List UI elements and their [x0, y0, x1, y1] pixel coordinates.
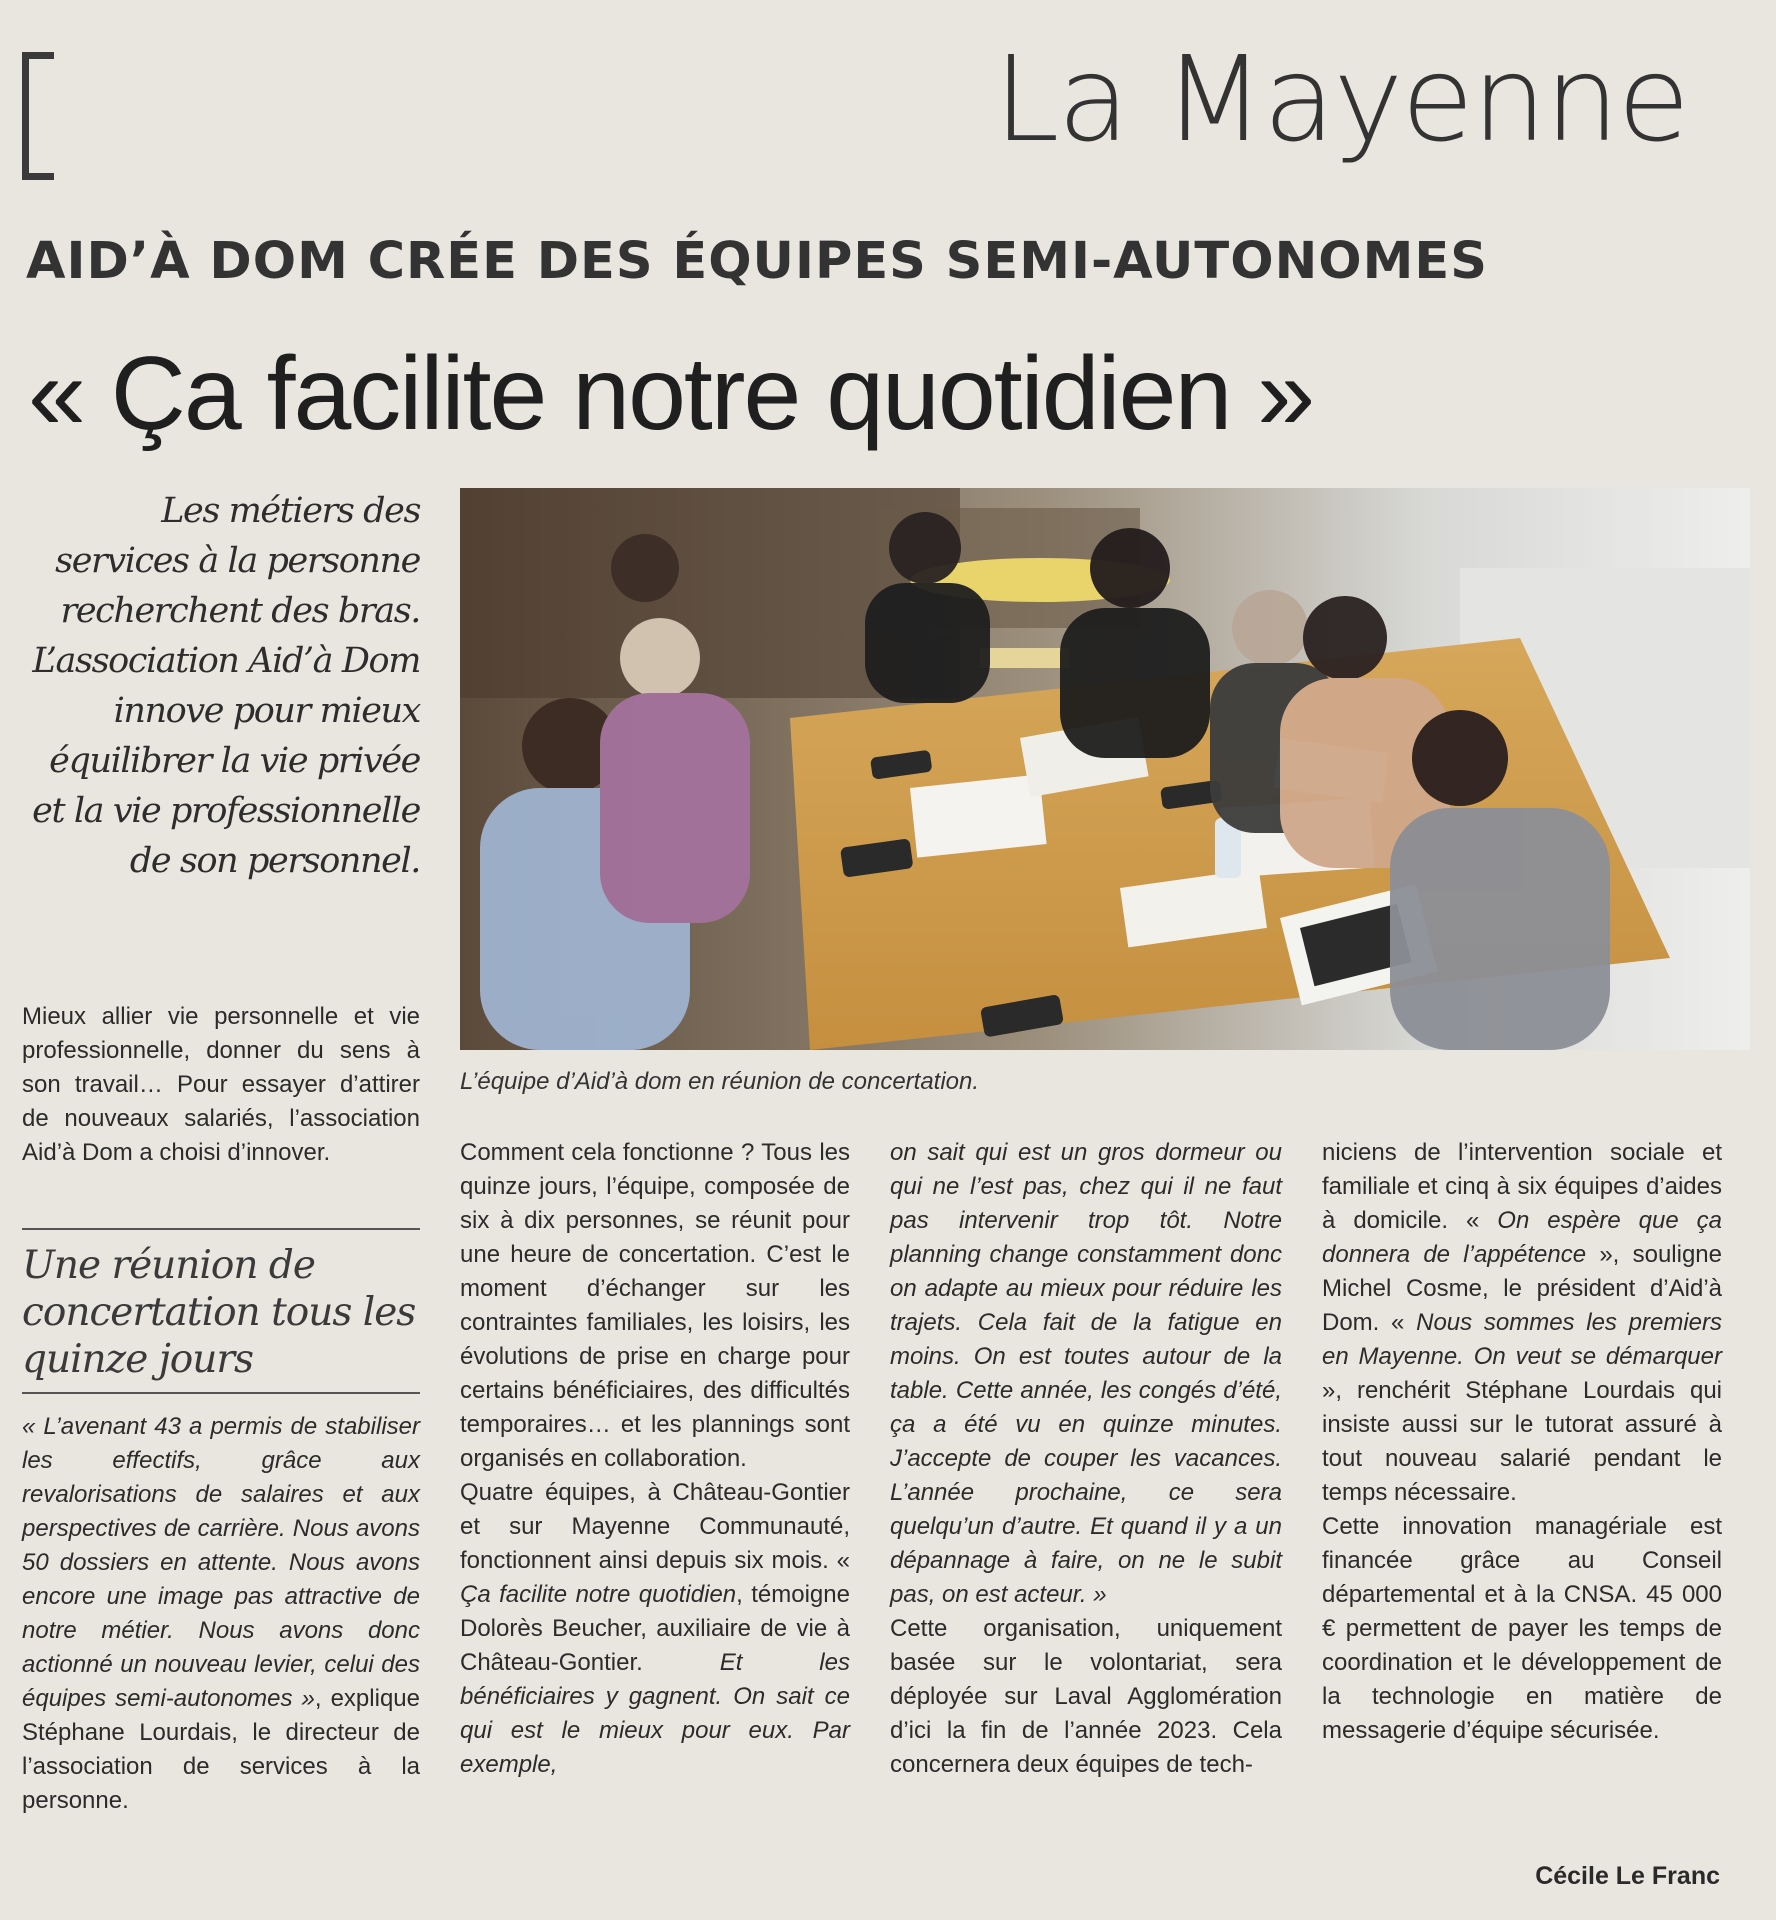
article-chapo: Les métiers des services à la personne recherchent des bras. L’association Aid’à Dom innove pour mieux équilibrer la vie privée et la vie professionnelle de son personnel.	[32, 491, 420, 881]
subhead-rule-top	[22, 1228, 420, 1230]
column-2-paragraph-1: Comment cela fonctionne ? Tous les quinze jours, l’équipe, composée de six à dix personnes, se réunit pour une heure de concertation. C’est le moment d’échanger sur les contraintes familiales, les loisirs, les évolutions de prise en charge pour certains bénéficiaires, des difficultés temporaires… et les plannings sont organisés en collaboration.	[460, 1139, 850, 1472]
meeting-photo-illustration	[460, 488, 1750, 1050]
article-byline: Cécile Le Franc	[1535, 1862, 1720, 1890]
column-1-paragraph	[22, 1410, 420, 1818]
article-kicker: AID’À DOM CRÉE DES ÉQUIPES SEMI-AUTONOMES	[26, 232, 1488, 291]
column-4-text-b: », souligne Michel Cosme, le président d’Aid’à Dom. «	[1322, 1241, 1722, 1336]
text-column-4	[1322, 1136, 1722, 1748]
column-3-quote: on sait qui est un gros dormeur ou qui ne l’est pas, chez qui il ne faut pas intervenir trop tôt. Notre planning change constamment donc on adapte au mieux pour réduire les trajets. Cela fait de la fatigue en moins. On est toutes autour de la table. Cette année, les congés d’été, ça a été vu en quinze minutes. J’accepte de couper les vacances. L’année prochaine, ce sera quelqu’un d’autre. Et quand il y a un dépannage à faire, on ne le subit pas, on est acteur. »	[890, 1139, 1282, 1608]
text-column-1	[22, 1410, 420, 1818]
article-lede	[22, 1000, 420, 1170]
column-4-text-c: », renchérit Stéphane Lourdais qui insiste aussi sur le tutorat assuré à tout nouveau salarié pendant le temps nécessaire.	[1322, 1377, 1722, 1506]
text-column-2	[460, 1136, 850, 1782]
column-2-quote-b: Et les bénéficiaires y gagnent. On sait ce qui est le mieux pour eux. Par exemple,	[460, 1649, 850, 1778]
column-4-quote-b: Nous sommes les premiers en Mayenne. On veut se démarquer	[1322, 1309, 1722, 1370]
text-column-3	[890, 1136, 1282, 1782]
column-4-quote-a: On espère que ça donnera de l’appétence	[1322, 1207, 1722, 1268]
lede-text: Mieux allier vie personnelle et vie professionnelle, donner du sens à son travail… Pour essayer d’attirer de nouveaux salariés, l’association Aid’à Dom a choisi d’innover.	[22, 1003, 420, 1166]
column-2-paragraph-2	[460, 1476, 850, 1782]
column-4-paragraph-1	[1322, 1136, 1722, 1510]
column-3-paragraph-2: Cette organisation, uniquement basée sur le volontariat, sera déployée sur Laval Agglomération d’ici la fin de l’année 2023. Cela concernera deux équipes de tech-	[890, 1615, 1282, 1778]
article-headline: « Ça facilite notre quotidien »	[28, 336, 1314, 452]
column-2-text-a: Quatre équipes, à Château-Gontier et sur Mayenne Communauté, fonctionnent ainsi depuis six mois. «	[460, 1479, 850, 1574]
column-2-text-b: , témoigne Dolorès Beucher, auxiliaire de vie à Château-Gontier.	[460, 1581, 850, 1676]
section-title: La Mayenne	[993, 30, 1688, 168]
column-4-paragraph-2: Cette innovation managériale est financée grâce au Conseil départemental et à la CNSA. 45 000 € permettent de payer les temps de coordination et le développement de la technologie en matière de messagerie d’équipe sécurisée.	[1322, 1513, 1722, 1744]
article-subhead: Une réunion de concertation tous les quinze jours	[22, 1243, 416, 1382]
subhead-rule-bottom	[22, 1392, 420, 1394]
photo-caption: L’équipe d’Aid’à dom en réunion de concertation.	[460, 1068, 980, 1095]
director-attribution: , explique Stéphane Lourdais, le directeur de l’association de services à la personne.	[22, 1685, 420, 1814]
column-4-text-a: niciens de l’intervention sociale et familiale et cinq à six équipes d’aides à domicile. «	[1322, 1139, 1722, 1234]
section-bracket	[22, 52, 54, 180]
column-2-quote-a: Ça facilite notre quotidien	[460, 1581, 737, 1608]
article-photo	[460, 488, 1750, 1050]
director-quote: « L’avenant 43 a permis de stabiliser les effectifs, grâce aux revalorisations de salaires et aux perspectives de carrière. Nous avons 50 dossiers en attente. Nous avons encore une image pas attractive de notre métier. Nous avons donc actionné un nouveau levier, celui des équipes semi-autonomes »	[22, 1413, 420, 1712]
